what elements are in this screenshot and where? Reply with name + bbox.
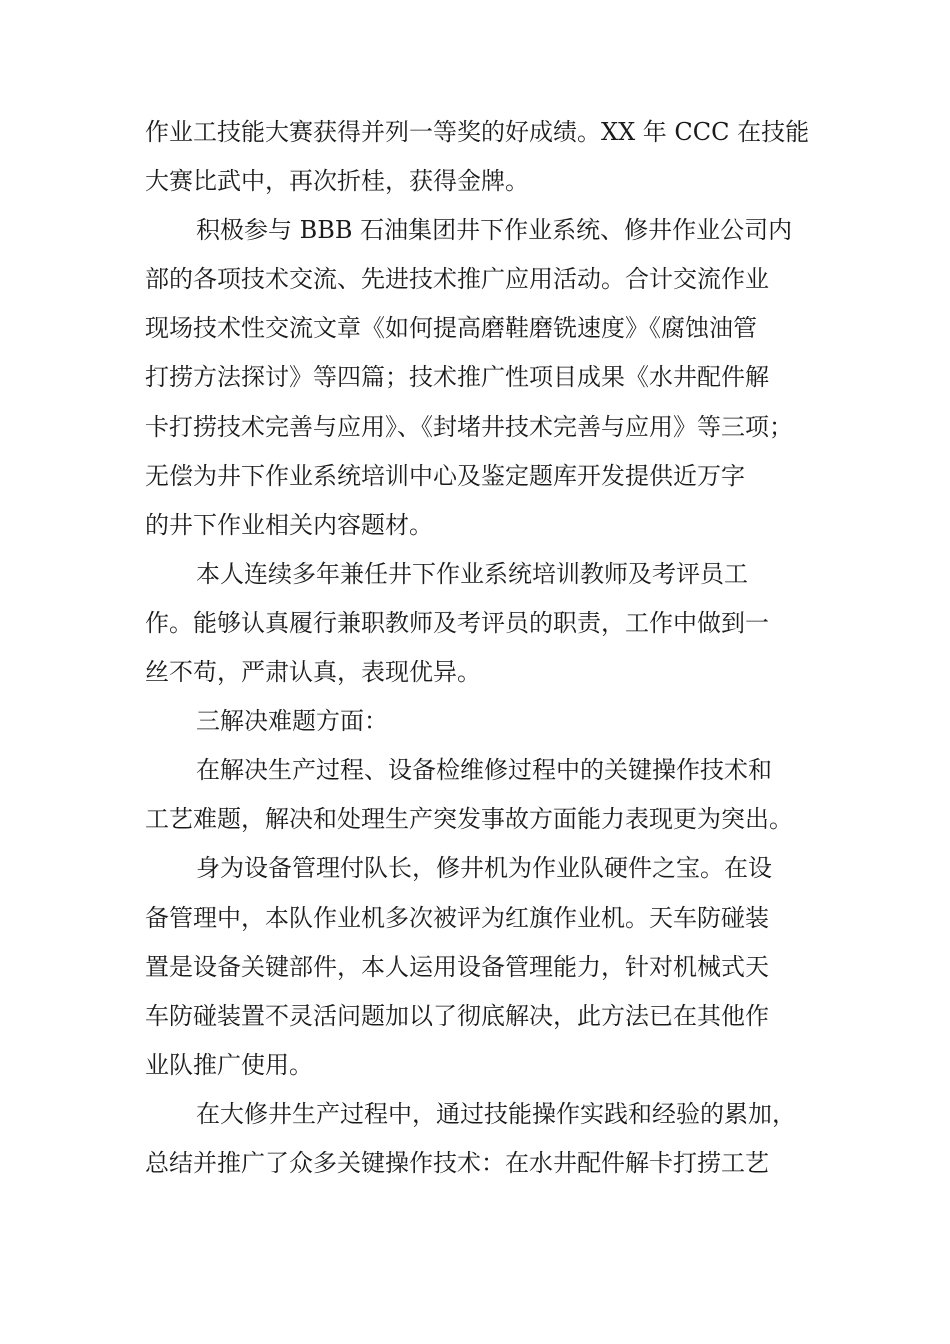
text-line: 工艺难题，解决和处理生产突发事故方面能力表现更为突出。 [145, 805, 793, 834]
document-body [145, 108, 810, 1188]
paragraph-start-line: 在解决生产过程、设备检维修过程中的关键操作技术和 [196, 756, 772, 785]
text-line: 丝不苟，严肃认真，表现优异。 [145, 658, 481, 687]
text-line: 大赛比武中，再次折桂，获得金牌。 [145, 167, 529, 196]
text-line: 现场技术性交流文章《如何提高磨鞋磨铣速度》《腐蚀油管 [145, 314, 757, 343]
text-line: 卡打捞技术完善与应用》、《封堵井技术完善与应用》等三项； [145, 412, 793, 441]
text-line: 业队推广使用。 [145, 1050, 313, 1079]
paragraph-start-line: 身为设备管理付队长，修井机为作业队硬件之宝。在设 [196, 854, 772, 883]
text-line: 作。能够认真履行兼职教师及考评员的职责，工作中做到一 [145, 608, 769, 637]
text-line: 车防碰装置不灵活问题加以了彻底解决，此方法已在其他作 [145, 1001, 769, 1030]
paragraph-start-line: 本人连续多年兼任井下作业系统培训教师及考评员工 [196, 559, 748, 588]
text-line: 无偿为井下作业系统培训中心及鉴定题库开发提供近万字 [145, 461, 745, 490]
text-line: 备管理中，本队作业机多次被评为红旗作业机。天车防碰装 [145, 903, 769, 932]
text-line: 作业工技能大赛获得并列一等奖的好成绩。XX 年 CCC 在技能 [145, 118, 810, 146]
paragraph-start-line: 在大修井生产过程中，通过技能操作实践和经验的累加， [196, 1099, 796, 1128]
text-line: 部的各项技术交流、先进技术推广应用活动。合计交流作业 [145, 265, 769, 294]
text-line: 总结并推广了众多关键操作技术：在水井配件解卡打捞工艺 [145, 1148, 769, 1177]
paragraph-start-line: 积极参与 BBB 石油集团井下作业系统、修井作业公司内 [196, 216, 793, 245]
text-line: 的井下作业相关内容题材。 [145, 510, 433, 539]
text-line: 置是设备关键部件，本人运用设备管理能力，针对机械式天 [145, 952, 769, 981]
text-line: 打捞方法探讨》等四篇；技术推广性项目成果《水井配件解 [145, 363, 769, 392]
section-heading: 三解决难题方面： [196, 707, 388, 736]
